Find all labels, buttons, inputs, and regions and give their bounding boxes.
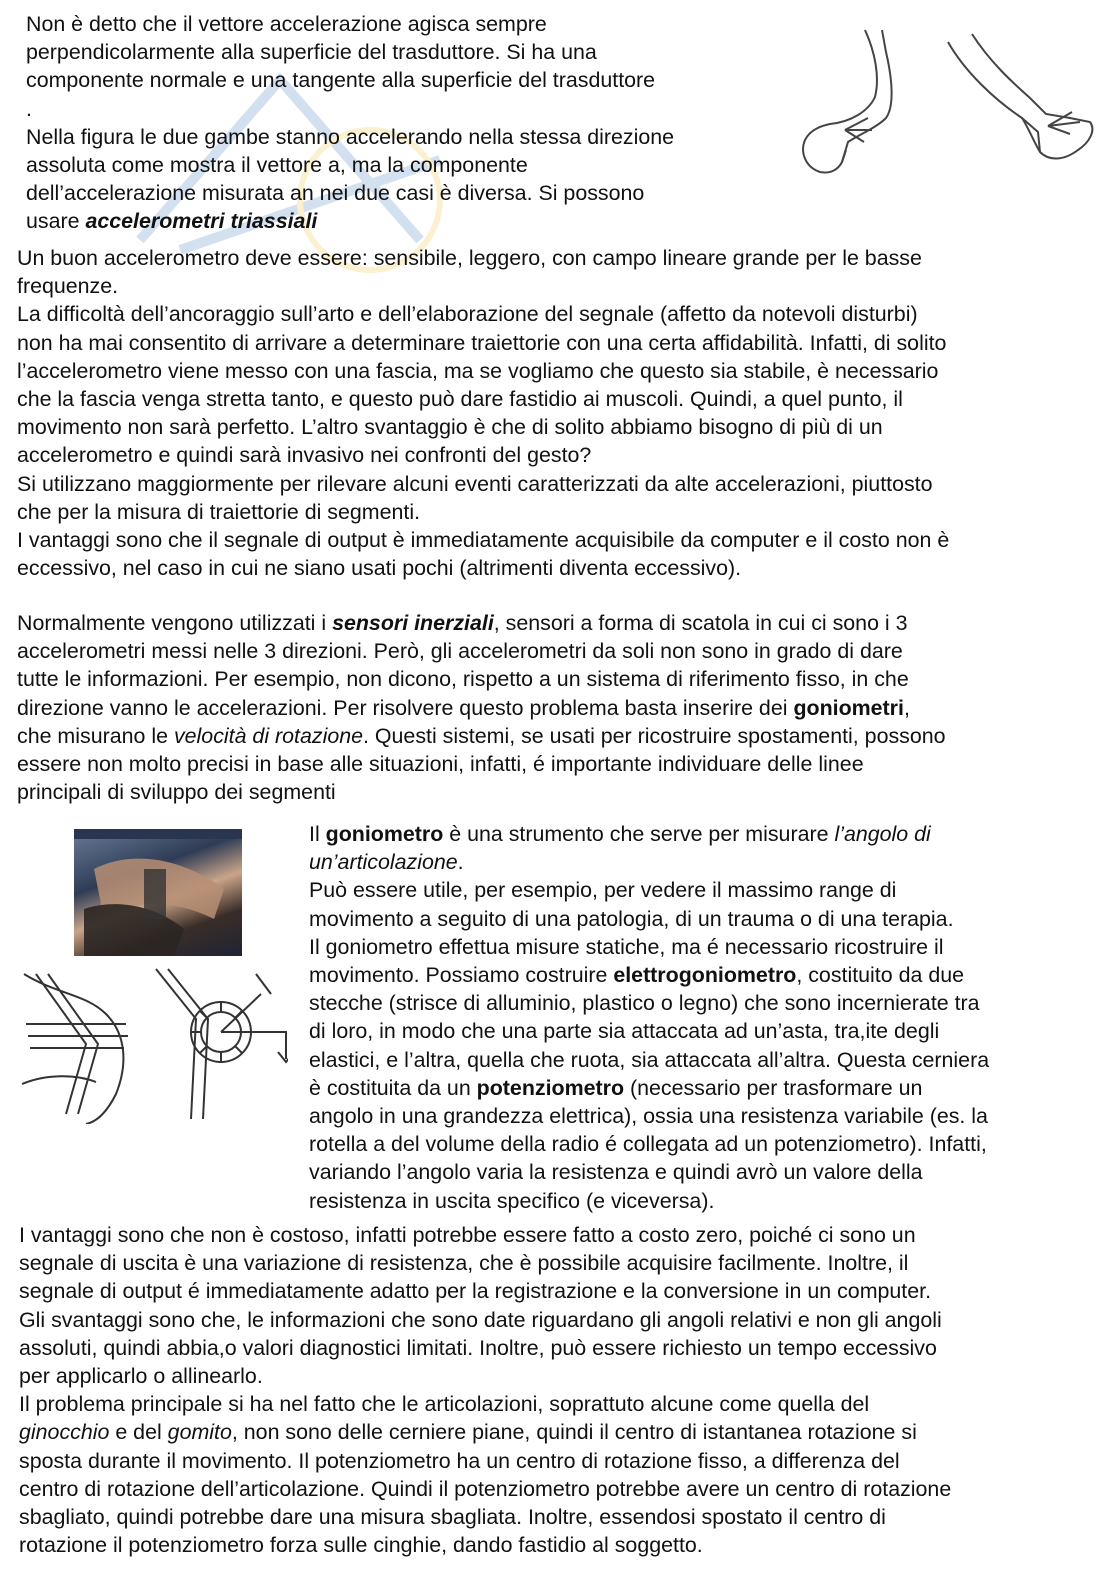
text-line: rotella a del volume della radio é collegata ad un potenziometro). Infatti, (309, 1132, 987, 1157)
text-line: accelerometri messi nelle 3 direzioni. Però, gli accelerometri da soli non sono in grado di dare (17, 639, 903, 664)
text-line: assoluti, quindi abbia,o valori diagnostici limitati. Inoltre, può essere richiesto un tempo eccessivo (19, 1335, 937, 1360)
text-run: (necessario per trasformare un (624, 1075, 923, 1100)
paragraph-advantages (19, 1221, 1109, 1559)
text-line (19, 1418, 1109, 1446)
text-line: per applicarlo o allinearlo. (19, 1364, 263, 1389)
electrogoniometer-drawing (16, 964, 288, 1124)
intro-line: dell’accelerazione misurata an nei due casi è diversa. Si possono (26, 181, 645, 206)
term-angolo: l’angolo di (834, 822, 931, 846)
term-goniometri: goniometri (793, 695, 904, 720)
text-line: non ha mai consentito di arrivare a determinare traiettorie con una certa affidabilità. Infatti, di solito (17, 330, 947, 355)
text-run: che misurano le (17, 723, 174, 748)
text-run: . Questi sistemi, se usati per ricostruire spostamenti, possono (363, 723, 946, 748)
paragraph-goniometer (309, 820, 1109, 1215)
text-line: I vantaggi sono che il segnale di output è immediatamente acquisibile da computer e il costo non è (17, 528, 950, 553)
term-velocita-rotazione: velocità di rotazione (173, 723, 364, 748)
intro-line: componente normale e una tangente alla superficie del trasduttore (26, 68, 656, 93)
text-line: movimento a seguito di una patologia, di un trauma o di una terapia. (309, 906, 954, 931)
text-line: Il problema principale si ha nel fatto che le articolazioni, soprattuto alcune come quella del (19, 1392, 870, 1417)
term-potenziometro: potenziometro (476, 1075, 625, 1100)
text-run: Il (309, 822, 326, 846)
text-line: elastici, e l’altra, quella che ruota, sia attaccata all’altra. Questa cerniera (309, 1047, 990, 1072)
text-line: che la fascia venga stretta tanto, e questo può dare fastidio ai muscoli. Quindi, a quel punto, il (17, 387, 903, 412)
intro-block (26, 10, 786, 236)
intro-line: Non è detto che il vettore accelerazione agisca sempre (26, 12, 547, 36)
text-line: che per la misura di traiettorie di segmenti. (17, 499, 421, 524)
text-line: La difficoltà dell’ancoraggio sull’arto e dell’elaborazione del segnale (affetto da notevoli disturbi) (17, 302, 918, 327)
text-line (17, 609, 1107, 637)
text-line: accelerometro e quindi sarà invasivo nei confronti del gesto? (17, 443, 592, 468)
goniometer-photo (74, 829, 242, 956)
text-line: movimento non sarà perfetto. L’altro svantaggio è che di solito abbiamo bisogno di più di un (17, 415, 883, 440)
intro-line: . (26, 96, 32, 121)
text-line (17, 722, 1107, 750)
text-line: principali di sviluppo dei segmenti (17, 780, 336, 805)
legs-accelerometer-figure (790, 22, 1100, 192)
text-run: è costituita da un (309, 1075, 477, 1100)
text-run: movimento. Possiamo costruire (309, 963, 614, 988)
intro-line: perpendicolarmente alla superficie del trasduttore. Si ha una (26, 40, 597, 65)
text-run: . (457, 850, 464, 875)
text-line: tutte le informazioni. Per esempio, non dicono, rispetto a un sistema di riferimento fisso, in che (17, 667, 909, 692)
text-line: resistenza in uscita specifico (e viceversa). (309, 1188, 715, 1213)
text-run: è una strumento che serve per misurare (443, 822, 835, 846)
text-run: , costituito da due (796, 963, 965, 988)
text-line: stecche (strisce di alluminio, plastico o legno) che sono incernierate tra (309, 991, 980, 1016)
text-line: Gli svantaggi sono che, le informazioni che sono date riguardano gli angoli relativi e non gli angoli (19, 1307, 942, 1332)
text-line: Si utilizzano maggiormente per rilevare alcuni eventi caratterizzati da alte accelerazioni, piuttosto (17, 471, 933, 496)
text-run: , sensori a forma di scatola in cui ci sono i 3 (493, 611, 908, 635)
intro-line (26, 207, 786, 235)
text-line: Un buon accelerometro deve essere: sensibile, leggero, con campo lineare grande per le basse (17, 246, 922, 270)
text-line: segnale di uscita è una variazione di resistenza, che è possibile acquisire facilmente. Inoltre, il (19, 1251, 909, 1276)
term-accelerometri-triassiali: accelerometri triassiali (85, 209, 318, 234)
text-line (309, 820, 1109, 848)
text-line: Può essere utile, per esempio, per vedere il massimo range di (309, 878, 897, 903)
text-line: angolo in una grandezza elettrica), ossia una resistenza variabile (es. la (309, 1104, 988, 1129)
text-line: segnale di output é immediatamente adatto per la registrazione e la conversione in un computer. (19, 1279, 932, 1304)
term-gomito: gomito (167, 1420, 232, 1445)
text-run: , non sono delle cerniere piane, quindi il centro di istantanea rotazione si (231, 1420, 917, 1445)
text-line: rotazione il potenziometro forza sulle cinghie, dando fastidio al soggetto. (19, 1533, 703, 1558)
text-line: l’accelerometro viene messo con una fascia, ma se vogliamo che questo sia stabile, è necessario (17, 358, 939, 383)
term-ginocchio: ginocchio (19, 1420, 110, 1445)
text-line (309, 961, 1109, 989)
text-run: e del (109, 1420, 168, 1445)
text-line: di loro, in modo che una parte sia attaccata ad un’asta, tra,ite degli (309, 1019, 940, 1044)
term-sensori-inerziali: sensori inerziali (332, 611, 494, 635)
text-line: Il goniometro effettua misure statiche, ma é necessario ricostruire il (309, 934, 944, 959)
text-line: variando l’angolo varia la resistenza e quindi avrò un valore della (309, 1160, 923, 1185)
term-goniometro: goniometro (325, 822, 444, 846)
intro-line: Nella figura le due gambe stanno accelerando nella stessa direzione (26, 124, 675, 149)
paragraph-accelerometers (17, 244, 1107, 582)
text-line: centro di rotazione dell’articolazione. Quindi il potenziometro potrebbe avere un centro di rotazione (19, 1476, 952, 1501)
term-elettrogoniometro: elettrogoniometro (613, 963, 797, 988)
paragraph-inertial-sensors (17, 609, 1107, 806)
text-line (309, 848, 1109, 876)
text-run: , (903, 695, 910, 720)
text-line (309, 1074, 1109, 1102)
text-line: sposta durante il movimento. Il potenziometro ha un centro di rotazione fisso, a differenza del (19, 1448, 900, 1473)
text-line (17, 694, 1107, 722)
text-line: I vantaggi sono che non è costoso, infatti potrebbe essere fatto a costo zero, poiché ci sono un (19, 1223, 916, 1247)
text-line: eccessivo, nel caso in cui ne siano usati pochi (altrimenti diventa eccessivo). (17, 556, 742, 581)
term-articolazione: un’articolazione (309, 850, 458, 875)
text-run: Normalmente vengono utilizzati i (17, 611, 333, 635)
intro-line: assoluta come mostra il vettore a, ma la componente (26, 153, 528, 178)
text-run: direzione vanno le accelerazioni. Per risolvere questo problema basta inserire dei (17, 695, 794, 720)
text-line: frequenze. (17, 274, 119, 299)
text-line: sbagliato, quindi potrebbe dare una misura sbagliata. Inoltre, essendosi spostato il centro di (19, 1505, 886, 1530)
text-line: essere non molto precisi in base alle situazioni, infatti, é importante individuare delle linee (17, 752, 864, 777)
text-run: usare (26, 209, 86, 234)
